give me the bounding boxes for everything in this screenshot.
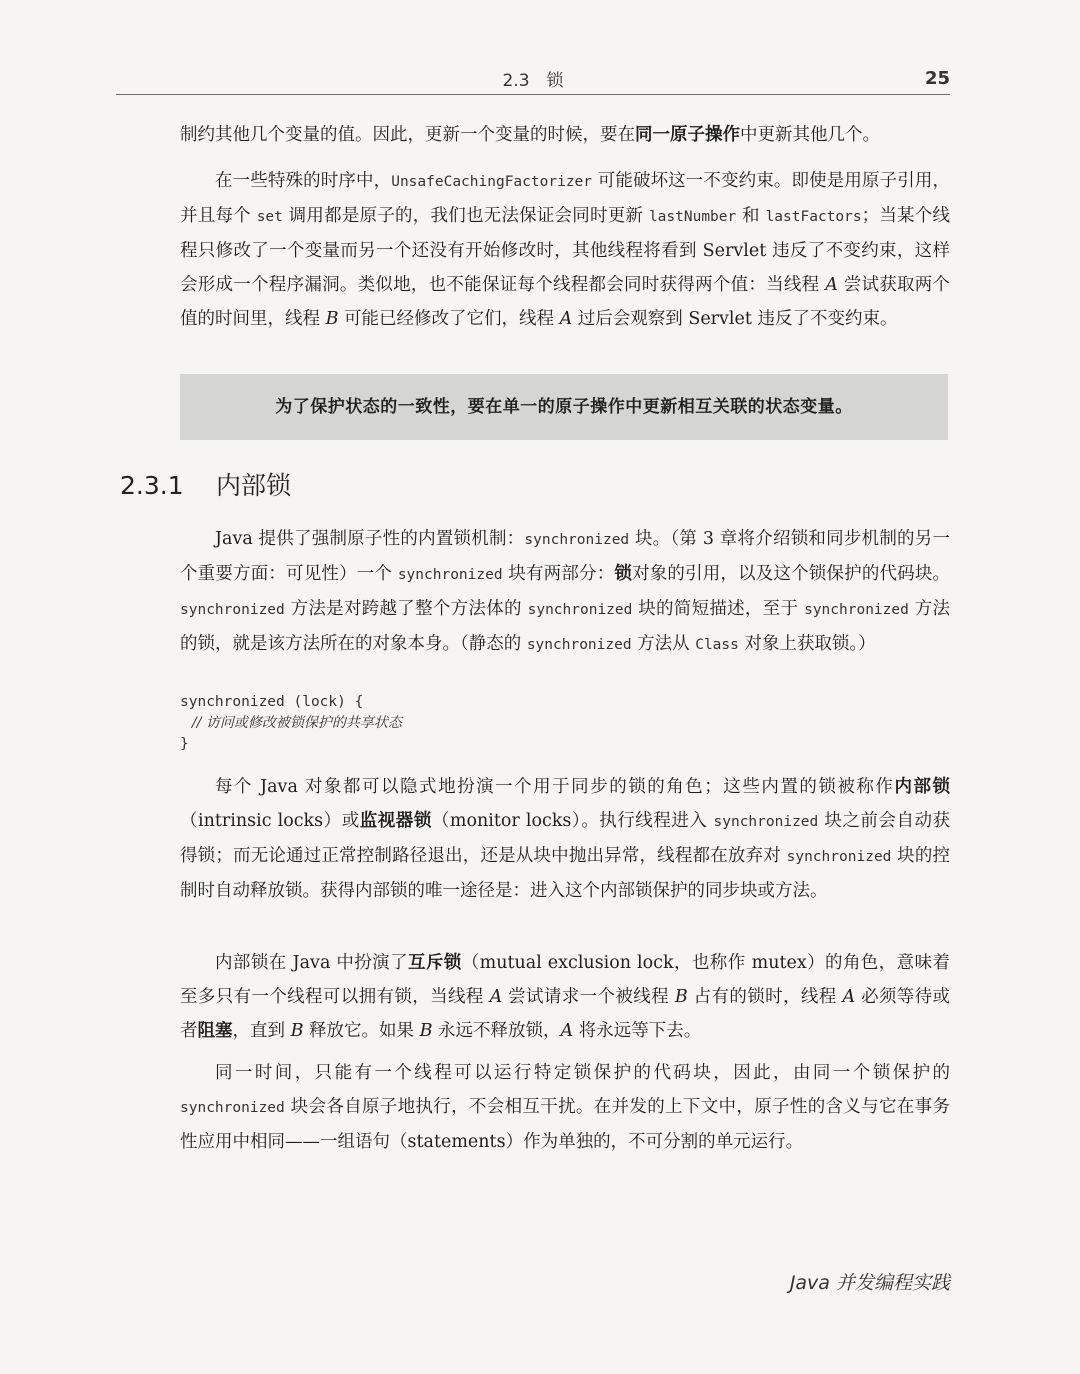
code-line: } <box>180 736 189 752</box>
running-title: 2.3 锁 <box>502 71 564 91</box>
book-title-footer: Java 并发编程实践 <box>789 1272 950 1294</box>
page-header <box>116 60 950 95</box>
paragraph-2: 在一些特殊的时序中，UnsafeCachingFactorizer 可能破坏这一不变约束。即使是用原子引用，并且每个 set 调用都是原子的，我们也无法保证会同时更新 lastNumber 和 lastFactors；当某个线程只修改了一个变量而另一个还没有开始修改时，其他线程将看到 Servlet 违反了不变约束，这样会形成一个程序漏洞。类似地，也不能保证每个线程都会同时获得两个值：当线程 A 尝试获取两个值的时间里，线程 B 可能已经修改了它们，线程 A 过后会观察到 Servlet 违反了不变约束。 <box>180 171 951 329</box>
paragraph-1: 制约其他几个变量的值。因此，更新一个变量的时候，要在同一原子操作中更新其他几个。 <box>180 125 880 145</box>
key-point-callout: 为了保护状态的一致性，要在单一的原子操作中更新相互关联的状态变量。 <box>180 374 948 440</box>
paragraph-4: 每个 Java 对象都可以隐式地扮演一个用于同步的锁的角色；这些内置的锁被称作内部锁（intrinsic locks）或监视器锁（monitor locks）。执行线程进入 synchronized 块之前会自动获得锁；而无论通过正常控制路径退出，还是从块中抛出异常，线程都在放弃对 synchronized 块的控制时自动释放锁。获得内部锁的唯一途径是：进入这个内部锁保护的同步块或方法。 <box>180 777 951 901</box>
code-listing <box>180 692 950 755</box>
code-line: synchronized (lock) { <box>180 694 364 710</box>
paragraph-5: 内部锁在 Java 中扮演了互斥锁（mutual exclusion lock，也称作 mutex）的角色，意味着至多只有一个线程可以拥有锁，当线程 A 尝试请求一个被线程 B 占有的锁时，线程 A 必须等待或者阻塞，直到 B 释放它。如果 B 永远不释放锁，A 将永远等下去。 <box>180 953 951 1041</box>
section-heading <box>120 466 291 502</box>
section-number: 2.3.1 <box>120 471 184 500</box>
page-number: 25 <box>924 68 950 89</box>
section-title: 内部锁 <box>216 471 292 500</box>
paragraph-3: Java 提供了强制原子性的内置锁机制：synchronized 块。（第 3 章将介绍锁和同步机制的另一个重要方面：可见性）一个 synchronized 块有两部分：锁对象的引用，以及这个锁保护的代码块。synchronized 方法是对跨越了整个方法体的 synchronized 块的简短描述，至于 synchronized 方法的锁，就是该方法所在的对象本身。（静态的 synchronized 方法从 Class 对象上获取锁。） <box>180 529 951 654</box>
paragraph-6: 同一时间，只能有一个线程可以运行特定锁保护的代码块，因此，由同一个锁保护的 synchronized 块会各自原子地执行，不会相互干扰。在并发的上下文中，原子性的含义与它在事务性应用中相同——一组语句（statements）作为单独的，不可分割的单元运行。 <box>180 1063 950 1152</box>
code-comment: // 访问或修改被锁保护的共享状态 <box>192 715 402 731</box>
